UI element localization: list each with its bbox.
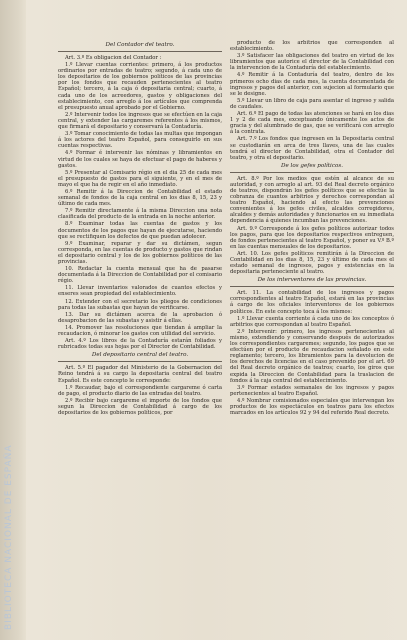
article-paragraph: Art. 10. Los gefes políticos remitirán á la Direccion de Contabilidad en los dias 8, 15, 23 y último de cada mes el estado semanal de ingresos, pagos y existencias en la depositaria perteneciente al teatro.	[230, 250, 394, 276]
article-paragraph: 14. Promover las resoluciones que tiendan á ampliar la recaudacion, ó minorar los gastos con utilidad del servicio.	[58, 324, 222, 338]
article-paragraph: 3.º Satisfacer las obligaciones del teatro en virtud de los libramientos que autorice el director de la Contabilidad con la intervencion de la Contaduría del establecimiento.	[230, 53, 394, 72]
right-paragraphs	[230, 40, 394, 161]
article-paragraph: 3.º Tomar conocimiento de todas las multas que impongan á los actores del teatro Español, para conseguirlo en sus cuentas respectivas.	[58, 131, 222, 150]
article-paragraph: 8.º Examinar todas las cuentas de gastos y los documentos de los pagos que hayan de ejecutarse, haciendo que se rectifiquen los defectos de que puedan adolecer.	[58, 221, 222, 240]
article-paragraph: 10. Redactar la cuenta mensual que ha de pasarse documentada á la Direccion de Contabilidad por el comisario régio.	[58, 266, 222, 285]
article-paragraph: 9.º Examinar, reparar y dar su dictámen, segun corresponda, en las cuentas de producto y gastos que rindan el depositario central y los de los gobiernos políticos de las provincias.	[58, 240, 222, 265]
article-paragraph: Art. 11. La contabilidad de los ingresos y pagos correspondientes al teatro Español, estará en las provincias á cargo de los oficiales interventores de los gobiernos políticos. En este concepto toca á los mismos:	[230, 290, 394, 315]
section-rule	[58, 361, 222, 362]
section-rule	[230, 172, 394, 173]
article-paragraph: Art. 8.º Por los medios que estén al alcance de su autoridad, y con arreglo al art. 93 del Real decreto orgánico de teatros, dispondrán los gefes políticos que se efectúe la cobranza de cuantos arbitrios y derechos correspondan al teatro Español, haciendo al efecto las prevenciones convenientes á los gefes civiles, alcaldes corregidores, alcaldes y demás autoridades y funcionarios en su inmediata dependencia á quienes incumban las prevenciones.	[230, 175, 394, 225]
article-paragraph: producto de los arbitrios que corresponden al establecimiento.	[230, 40, 394, 53]
article-paragraph: 2.º Intervenir todos los ingresos que se efectúen en la caja central, y extender las cargaremes referentes á los mismos, que firmará el depositario y conservará la Contaduría.	[58, 111, 222, 131]
section-heading-contador: Del Contador del teatro.	[105, 42, 175, 48]
article-paragraph: 5.º Llevar un libro de caja para asentar el ingreso y salida de caudales.	[230, 97, 394, 110]
section-rule	[58, 51, 222, 52]
section-rule	[230, 286, 394, 287]
article-paragraph: 11. Llevar inventarios valorados de cuantos efectos y enseres sean propiedad del establecimiento.	[58, 285, 222, 298]
article-paragraph: 2.º Intervenir: primero, los ingresos pertenecientes al mismo, extendiendo y conservando después de autorizados los correspondientes cargaremes; segundo, los pagos que se efectúen por el producto de recaudacion señalado en este reglamento; tercero, los libramientos para la devolucion de los derechos de licencias en el caso prevenido por el art. 69 del Real decreto orgánico de teatros; cuarto, los giros que expida la Direccion de Contabilidad para la traslacion de fondos á la caja central del establecimiento.	[230, 328, 394, 384]
left-paragraphs-2	[58, 365, 222, 416]
library-stamp: BIBLIOTECA NACIONAL DE ESPAÑA	[4, 444, 14, 630]
article-paragraph: 2.º Recibir bajo cargareme el importe de los fondos que segun la Direccion de Contabilidad á cargo de los depositarios de los gobiernos políticos, por	[58, 397, 222, 416]
article-paragraph: Art. 3.º Es obligacion del Contador :	[65, 55, 162, 61]
article-paragraph: 13. Dar su dictámen acerca de la aprobacion ó desaprobacion de las subastas y asistir á ellas.	[58, 311, 222, 324]
article-paragraph: 12. Extender con el secretario los pliegos de condiciones para todas las subastas que hayan de verificarse.	[58, 298, 222, 311]
article-paragraph: Art. 7.º Los fondos que ingresen en la Depositaria central se custodiarán en arca de tres llaves, una de las cuales tendrá el director de Contabilidad, otra el Contador del teatro, y otra el depositario.	[230, 136, 394, 161]
left-paragraphs	[58, 55, 222, 350]
article-paragraph: 6.º Remitir á la Direccion de Contabilidad el estado semanal de fondos de la caja central en los dias 8, 15, 23 y último de cada mes.	[58, 188, 222, 208]
article-paragraph: Art. 6.º El pago de todas las atenciones se hará en los dias 1 y 2 de cada mes, exceptuando únicamente los actos de gracia y del alumbrado de gas, que se verificará con arreglo á la contrata.	[230, 111, 394, 136]
article-paragraph: Art. 4.º Los libros de la Contaduría estarán foliados y rubricados todas sus hojas por el Director de Contabilidad.	[58, 338, 222, 351]
article-paragraph: 3.º Formar estados semanales de los ingresos y pagos pertenecientes al teatro Español.	[230, 384, 394, 397]
article-paragraph: 1.º Llevar cuentas corrientes: primero, á los productos ordinarios por entradas de teatro; segundo, á cada uno de los depositarios de los gobiernos políticos de las provincias por los fondos que recauden pertenecientes al teatro Español; tercero, á la caja ó depositaria central; cuarto, á cada uno de los acreedores, gastos y obligaciones del establecimiento, con arreglo á los artículos que comprenda el presupuesto anual aprobado por el Gobierno.	[58, 62, 222, 111]
section-heading-interventores: De los interventores de las provincias.	[257, 277, 367, 284]
article-paragraph: Art. 9.º Corresponde á los gefes políticos autorizar todos los pagos, para que los depositarios respectivos entreguen, de fondos pertenecientes al teatro Español, y poner su V.º B.º en las cuentas mensuales de los depositarios.	[230, 225, 394, 250]
section-heading-depositario: Del depositario central del teatro.	[91, 352, 189, 359]
right-paragraphs-3	[230, 290, 394, 416]
article-paragraph: 5.º Presentar al Comisario régio en el dia 25 de cada mes el presupuesto de gastos para el siguiente, y en el mes de mayo el que ha de regir en el año inmediato.	[58, 169, 222, 188]
article-paragraph: 1.º Recaudar, bajo el correspondiente cargareme ó carta de pago, el producto diario de las entradas del teatro.	[58, 384, 222, 397]
article-paragraph: 4.º Nombrar comisionados especiales que intervengan los productos de los espectáculos en teatros para los efectos marcados en los artículos 92 y 94 del referido Real decreto.	[230, 397, 394, 417]
text-columns	[58, 40, 395, 630]
article-paragraph: 7.º Remitir directamente á la misma Direccion una nota clasificada del producto de la entrada en la noche anterior.	[58, 208, 222, 221]
article-paragraph: 1.º Llevar cuenta corriente á cada uno de los conceptos ó arbitrios que correspondan al teatro Español.	[230, 315, 394, 328]
article-paragraph: Art. 5.º El pagador del Ministerio de la Gobernacion del Reino tendrá á su cargo la depositaria central del teatro Español. Es este concepto le corresponde:	[58, 365, 222, 384]
article-paragraph: 4.º Formar é intervenir las nóminas y libramientos en virtud de los cuales se haya de efectuar el pago de haberes y gastos.	[58, 150, 222, 169]
right-paragraphs-2	[230, 176, 394, 276]
article-paragraph: 4.º Remitir á la Contaduría del teatro, dentro de los primeros ocho dias de cada mes, la cuenta documentada de ingresos y pagos del anterior, con sujecion al formulario que se le designe.	[230, 72, 394, 97]
section-heading-gefes: De los gefes políticos.	[280, 162, 343, 169]
right-column	[230, 40, 394, 630]
left-column	[58, 40, 222, 630]
